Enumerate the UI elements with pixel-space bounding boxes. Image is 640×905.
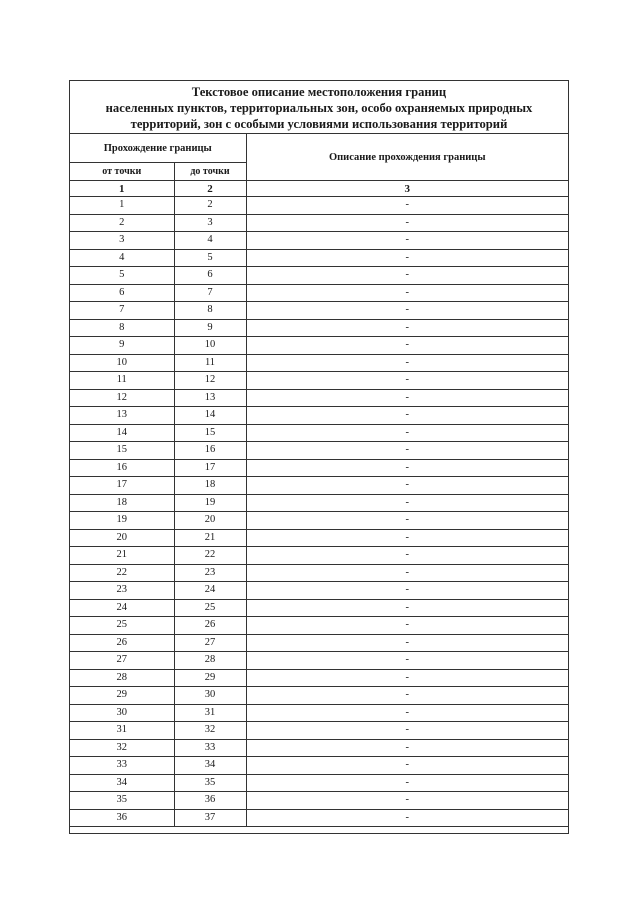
table-row <box>70 354 568 372</box>
table-row <box>70 634 568 652</box>
from-point-cell: 28 <box>70 669 174 687</box>
table-row <box>70 459 568 477</box>
table-row <box>70 389 568 407</box>
from-point-cell: 35 <box>70 792 174 810</box>
table-row <box>70 232 568 250</box>
description-cell: - <box>246 477 568 495</box>
from-point-cell: 29 <box>70 687 174 705</box>
table-row <box>70 669 568 687</box>
description-cell: - <box>246 424 568 442</box>
description-cell: - <box>246 302 568 320</box>
boundary-table <box>70 134 568 827</box>
to-point-cell: 10 <box>174 337 246 355</box>
table-row <box>70 774 568 792</box>
description-cell: - <box>246 739 568 757</box>
from-point-cell: 10 <box>70 354 174 372</box>
from-point-cell: 22 <box>70 564 174 582</box>
table-row <box>70 407 568 425</box>
description-cell: - <box>246 652 568 670</box>
description-cell: - <box>246 722 568 740</box>
group-header: Прохождение границы <box>70 134 246 163</box>
to-point-cell: 13 <box>174 389 246 407</box>
from-point-cell: 1 <box>70 197 174 215</box>
from-point-cell: 20 <box>70 529 174 547</box>
description-cell: - <box>246 232 568 250</box>
column-number: 3 <box>246 181 568 197</box>
description-cell: - <box>246 319 568 337</box>
title-line: Текстовое описание местоположения границ <box>191 85 447 99</box>
from-point-cell: 23 <box>70 582 174 600</box>
table-row <box>70 494 568 512</box>
document-title <box>70 81 568 134</box>
from-point-cell: 17 <box>70 477 174 495</box>
table-row <box>70 477 568 495</box>
to-point-cell: 6 <box>174 267 246 285</box>
description-cell: - <box>246 634 568 652</box>
description-cell: - <box>246 617 568 635</box>
description-cell: - <box>246 564 568 582</box>
table-row <box>70 319 568 337</box>
to-point-cell: 24 <box>174 582 246 600</box>
to-point-cell: 22 <box>174 547 246 565</box>
from-point-cell: 2 <box>70 214 174 232</box>
description-cell: - <box>246 547 568 565</box>
table-row <box>70 722 568 740</box>
from-point-cell: 26 <box>70 634 174 652</box>
table-row <box>70 739 568 757</box>
title-line: территорий, зон с особыми условиями использования территорий <box>130 117 508 131</box>
description-cell: - <box>246 529 568 547</box>
from-point-cell: 15 <box>70 442 174 460</box>
from-point-cell: 24 <box>70 599 174 617</box>
description-cell: - <box>246 774 568 792</box>
description-cell: - <box>246 354 568 372</box>
to-point-cell: 28 <box>174 652 246 670</box>
to-point-cell: 25 <box>174 599 246 617</box>
to-point-cell: 17 <box>174 459 246 477</box>
table-row <box>70 424 568 442</box>
description-cell: - <box>246 757 568 775</box>
to-point-cell: 32 <box>174 722 246 740</box>
from-point-cell: 11 <box>70 372 174 390</box>
table-row <box>70 214 568 232</box>
to-point-cell: 4 <box>174 232 246 250</box>
to-point-cell: 2 <box>174 197 246 215</box>
to-point-cell: 7 <box>174 284 246 302</box>
description-cell: - <box>246 442 568 460</box>
from-point-cell: 5 <box>70 267 174 285</box>
column-number: 1 <box>70 181 174 197</box>
to-point-cell: 26 <box>174 617 246 635</box>
to-point-cell: 3 <box>174 214 246 232</box>
description-cell: - <box>246 284 568 302</box>
description-cell: - <box>246 582 568 600</box>
table-row <box>70 547 568 565</box>
table-row <box>70 267 568 285</box>
to-point-cell: 8 <box>174 302 246 320</box>
to-point-cell: 30 <box>174 687 246 705</box>
to-point-cell: 14 <box>174 407 246 425</box>
description-cell: - <box>246 512 568 530</box>
to-point-cell: 19 <box>174 494 246 512</box>
to-point-cell: 33 <box>174 739 246 757</box>
from-point-header: от точки <box>70 163 174 181</box>
table-row <box>70 372 568 390</box>
from-point-cell: 34 <box>70 774 174 792</box>
to-point-cell: 27 <box>174 634 246 652</box>
table-row <box>70 197 568 215</box>
from-point-cell: 30 <box>70 704 174 722</box>
to-point-cell: 34 <box>174 757 246 775</box>
table-row <box>70 757 568 775</box>
table-row <box>70 582 568 600</box>
description-cell: - <box>246 792 568 810</box>
from-point-cell: 12 <box>70 389 174 407</box>
to-point-cell: 18 <box>174 477 246 495</box>
description-cell: - <box>246 267 568 285</box>
from-point-cell: 9 <box>70 337 174 355</box>
table-row <box>70 284 568 302</box>
description-cell: - <box>246 687 568 705</box>
table-row <box>70 599 568 617</box>
from-point-cell: 18 <box>70 494 174 512</box>
table-row <box>70 687 568 705</box>
to-point-cell: 15 <box>174 424 246 442</box>
description-cell: - <box>246 407 568 425</box>
description-cell: - <box>246 249 568 267</box>
document-frame <box>69 80 569 834</box>
table-row <box>70 617 568 635</box>
table-row <box>70 512 568 530</box>
from-point-cell: 31 <box>70 722 174 740</box>
table-row <box>70 337 568 355</box>
description-cell: - <box>246 214 568 232</box>
column-number: 2 <box>174 181 246 197</box>
to-point-cell: 21 <box>174 529 246 547</box>
to-point-cell: 35 <box>174 774 246 792</box>
from-point-cell: 27 <box>70 652 174 670</box>
to-point-cell: 36 <box>174 792 246 810</box>
to-point-cell: 16 <box>174 442 246 460</box>
to-point-cell: 9 <box>174 319 246 337</box>
description-header: Описание прохождения границы <box>246 134 568 181</box>
to-point-cell: 12 <box>174 372 246 390</box>
description-cell: - <box>246 389 568 407</box>
to-point-header: до точки <box>174 163 246 181</box>
to-point-cell: 29 <box>174 669 246 687</box>
from-point-cell: 25 <box>70 617 174 635</box>
from-point-cell: 3 <box>70 232 174 250</box>
to-point-cell: 20 <box>174 512 246 530</box>
description-cell: - <box>246 669 568 687</box>
from-point-cell: 36 <box>70 809 174 827</box>
description-cell: - <box>246 197 568 215</box>
to-point-cell: 31 <box>174 704 246 722</box>
to-point-cell: 11 <box>174 354 246 372</box>
table-row <box>70 704 568 722</box>
title-line: населенных пунктов, территориальных зон, особо охраняемых природных <box>105 101 533 115</box>
description-cell: - <box>246 809 568 827</box>
from-point-cell: 4 <box>70 249 174 267</box>
description-cell: - <box>246 599 568 617</box>
to-point-cell: 23 <box>174 564 246 582</box>
to-point-cell: 5 <box>174 249 246 267</box>
description-cell: - <box>246 337 568 355</box>
from-point-cell: 21 <box>70 547 174 565</box>
from-point-cell: 14 <box>70 424 174 442</box>
table-row <box>70 809 568 827</box>
table-row <box>70 302 568 320</box>
description-cell: - <box>246 704 568 722</box>
table-row <box>70 564 568 582</box>
table-row <box>70 792 568 810</box>
from-point-cell: 8 <box>70 319 174 337</box>
table-row <box>70 652 568 670</box>
description-cell: - <box>246 459 568 477</box>
table-row <box>70 442 568 460</box>
from-point-cell: 16 <box>70 459 174 477</box>
from-point-cell: 7 <box>70 302 174 320</box>
to-point-cell: 37 <box>174 809 246 827</box>
table-row <box>70 529 568 547</box>
from-point-cell: 13 <box>70 407 174 425</box>
table-row <box>70 249 568 267</box>
description-cell: - <box>246 494 568 512</box>
from-point-cell: 32 <box>70 739 174 757</box>
from-point-cell: 6 <box>70 284 174 302</box>
from-point-cell: 33 <box>70 757 174 775</box>
description-cell: - <box>246 372 568 390</box>
from-point-cell: 19 <box>70 512 174 530</box>
